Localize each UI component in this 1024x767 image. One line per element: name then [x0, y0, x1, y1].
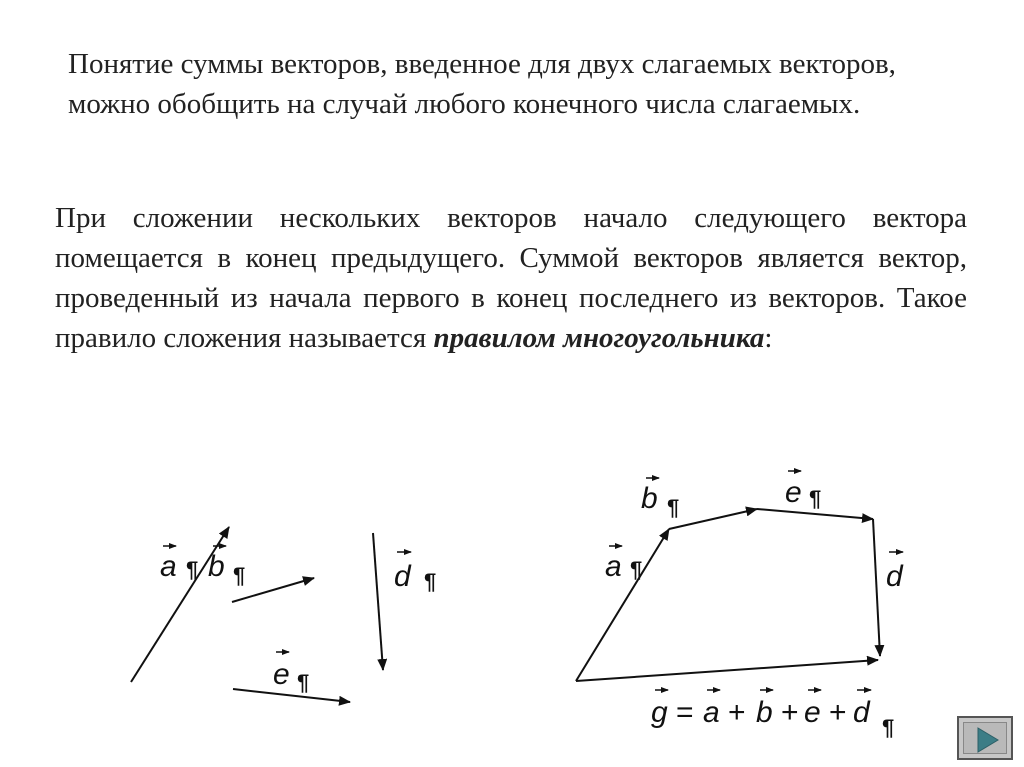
pilcrow-mark: ¶: [233, 563, 246, 588]
formula-equals: =: [676, 696, 694, 729]
rule-paragraph: [55, 198, 967, 358]
label-e-right: [785, 471, 821, 511]
label-a-left: [160, 546, 198, 583]
vector-diagram: [0, 440, 1024, 767]
label-b-right-text: b: [641, 482, 658, 515]
rule-colon: :: [764, 322, 773, 354]
pilcrow-mark: ¶: [667, 495, 680, 520]
formula-e: e: [804, 696, 821, 729]
vector-b-right: [669, 509, 757, 529]
vector-e-left: [233, 689, 350, 702]
pilcrow-mark: ¶: [186, 557, 199, 582]
label-d-right-text: d: [886, 560, 903, 593]
label-d-right: [886, 552, 904, 593]
sum-formula: [651, 690, 894, 740]
vector-figure: [0, 440, 1024, 767]
formula-plus-1: +: [728, 696, 746, 729]
label-a-right-text: a: [605, 550, 622, 583]
vector-g-sum: [576, 660, 878, 681]
formula-plus-2: +: [781, 696, 799, 729]
rule-text: При сложении нескольких векторов начало следующего вектора помещается в конец предыдущего. Суммой векторов является вектор, проведенный из начала первого в конец последнего из векторов. Такое правило сложения называется: [55, 202, 967, 354]
vector-d-right: [873, 519, 880, 656]
label-e-right-text: e: [785, 476, 802, 509]
pilcrow-mark: ¶: [882, 715, 895, 740]
formula-b: b: [756, 696, 773, 729]
vector-d-left: [373, 533, 383, 670]
next-slide-button[interactable]: [957, 716, 1013, 760]
label-e-left: [273, 652, 309, 695]
label-b-left: [208, 546, 245, 588]
pilcrow-mark: ¶: [809, 486, 822, 511]
label-e-left-text: e: [273, 658, 290, 691]
label-d-left: [394, 552, 436, 594]
label-d-left-text: d: [394, 560, 411, 593]
label-a-right: [605, 546, 642, 583]
pilcrow-mark: ¶: [424, 569, 437, 594]
intro-paragraph: Понятие суммы векторов, введенное для двух слагаемых векторов, можно обобщить на случай любого конечного числа слагаемых.: [68, 48, 896, 120]
pilcrow-mark: ¶: [297, 670, 310, 695]
play-triangle-icon: [965, 724, 1009, 756]
label-b-right: [641, 478, 679, 520]
formula-d: d: [853, 696, 870, 729]
formula-g: g: [651, 696, 668, 729]
label-b-left-text: b: [208, 550, 225, 583]
pilcrow-mark: ¶: [630, 557, 643, 582]
formula-a: a: [703, 696, 720, 729]
label-a-left-text: a: [160, 550, 177, 583]
next-slide-button-face[interactable]: [963, 722, 1007, 754]
rule-term: правилом многоугольника: [433, 322, 765, 354]
formula-plus-3: +: [829, 696, 847, 729]
vector-a-right: [576, 529, 669, 681]
